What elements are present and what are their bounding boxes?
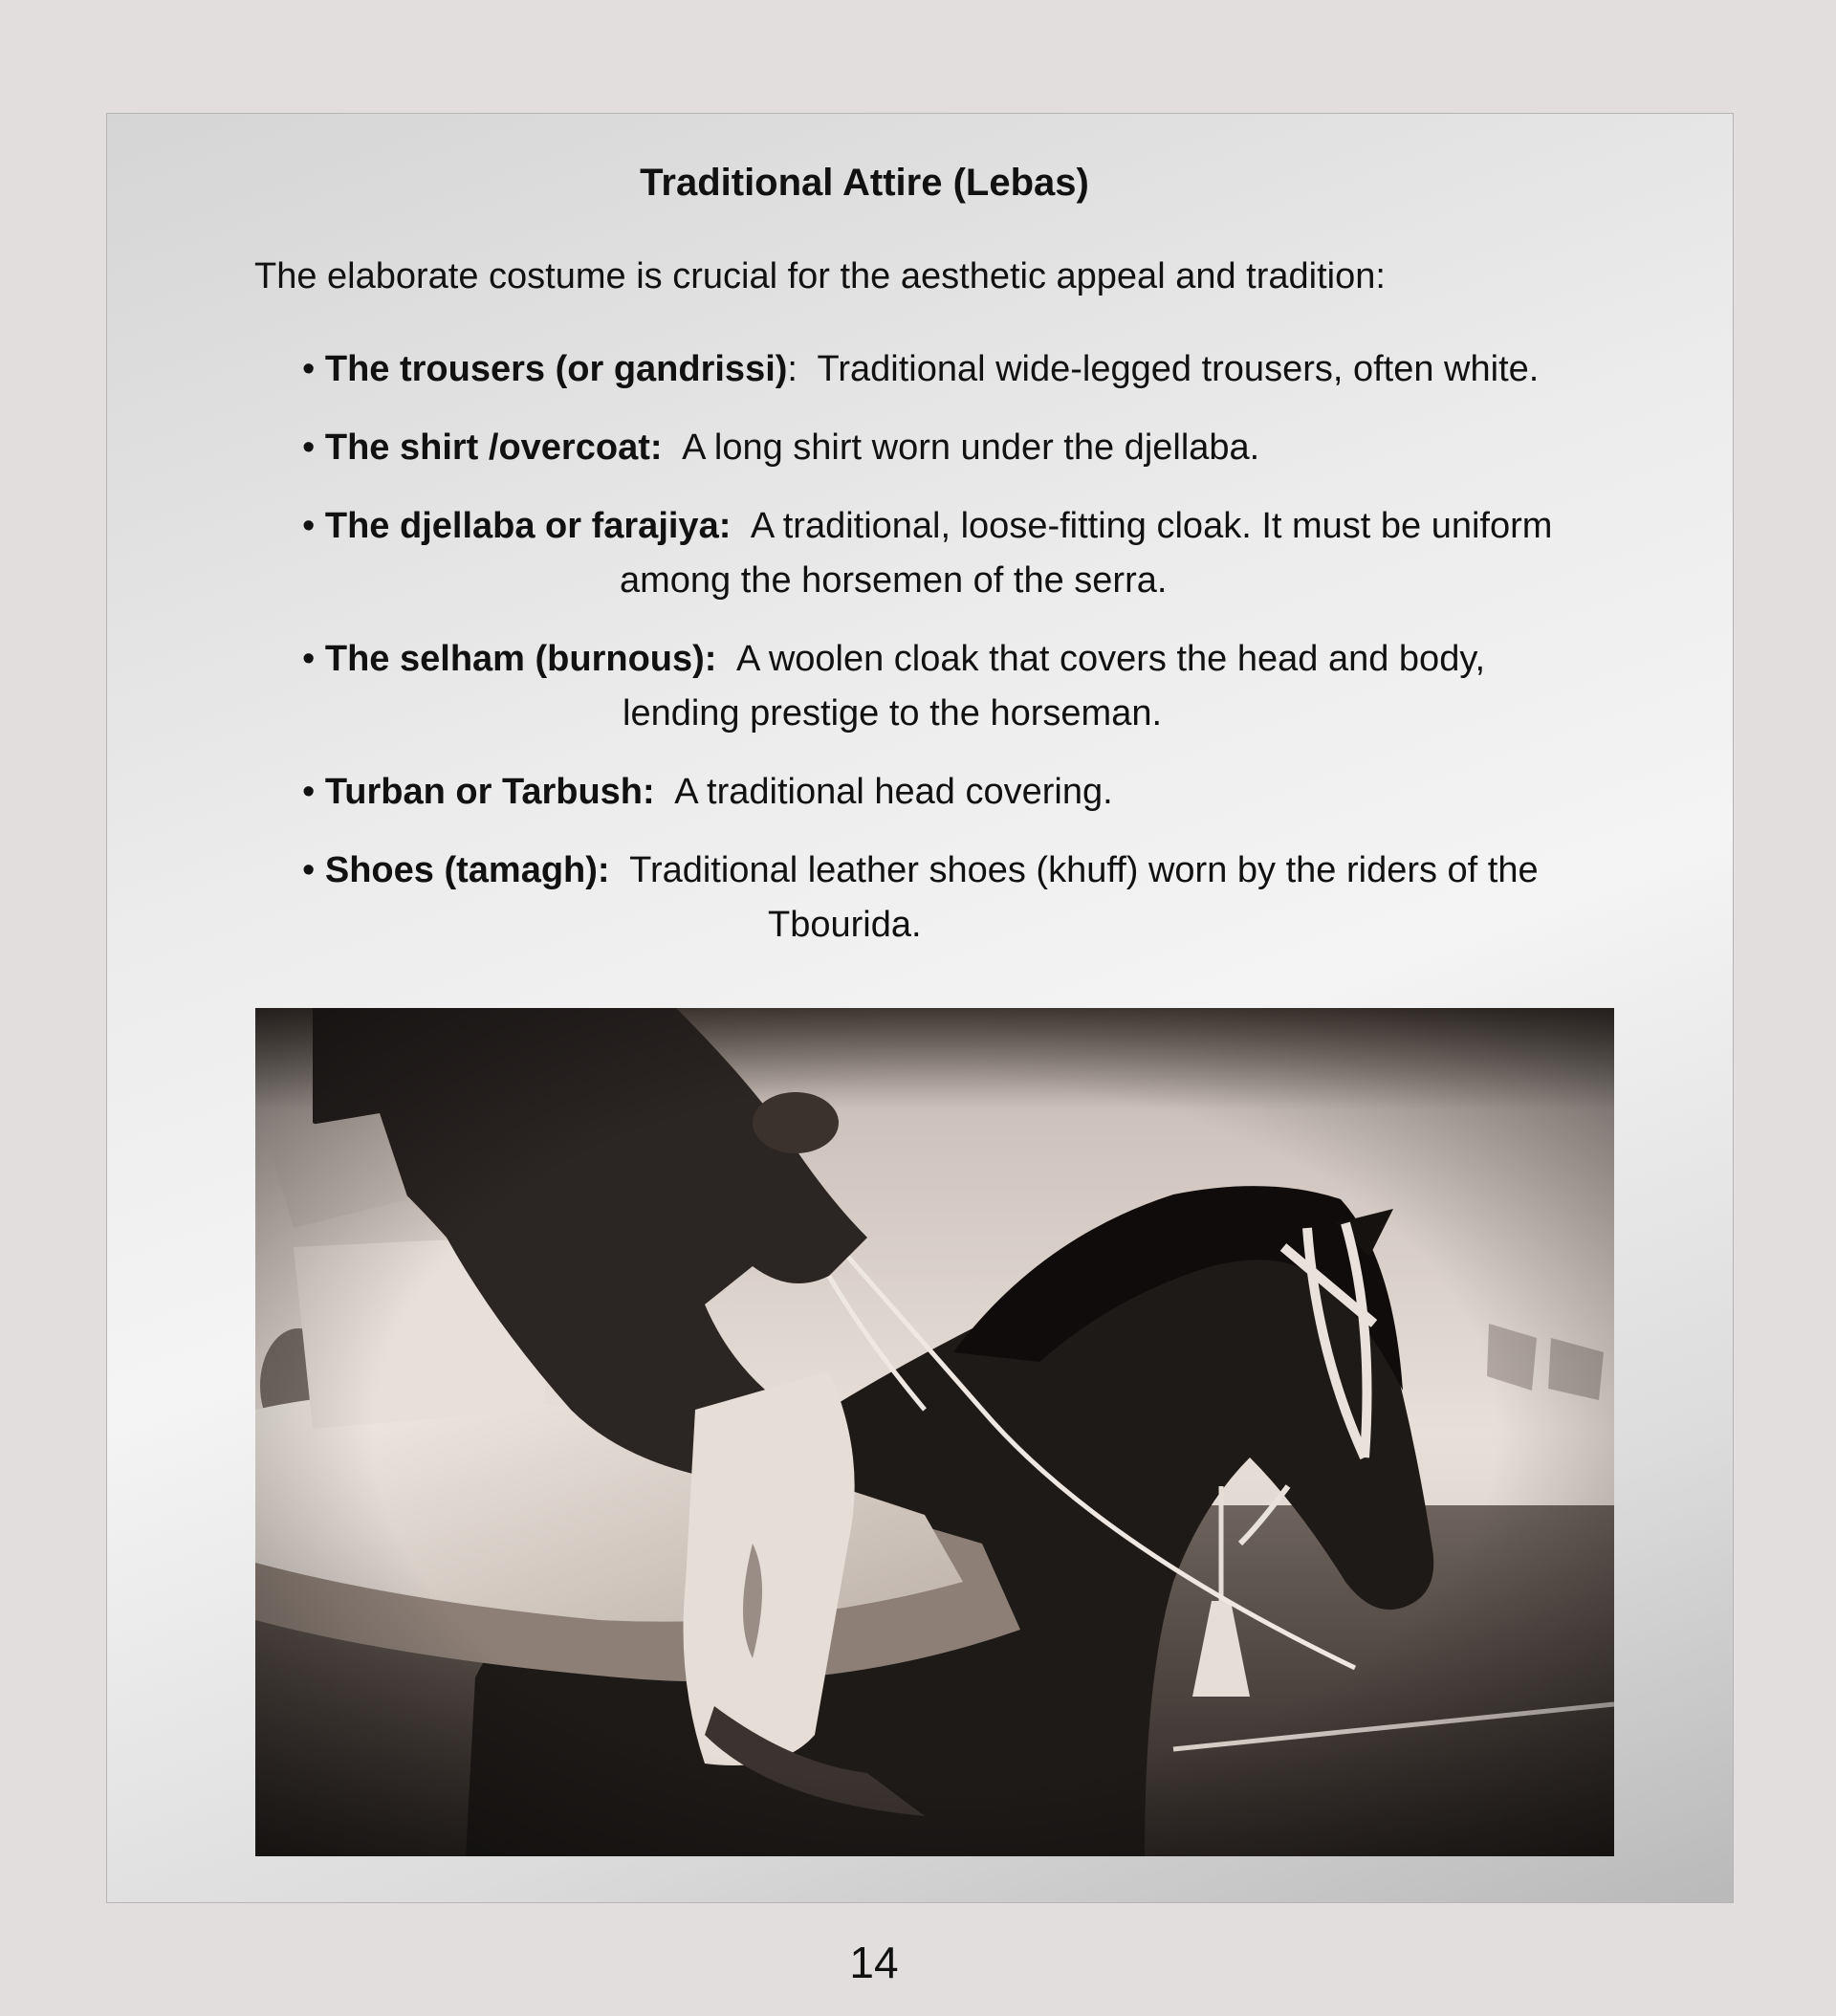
item-term: Turban or Tarbush: xyxy=(324,772,655,812)
item-term-separator: : xyxy=(787,349,798,389)
item-term: The selham (burnous): xyxy=(324,639,717,679)
item-term: The djellaba or farajiya: xyxy=(324,506,732,546)
bullet: • xyxy=(302,639,316,679)
list-item-shirt xyxy=(302,420,1259,475)
item-term: The trousers (or gandrissi) xyxy=(324,349,788,389)
bullet: • xyxy=(302,506,316,546)
vignette xyxy=(255,1008,1614,1856)
item-description: Traditional wide-legged trousers, often white. xyxy=(817,349,1540,389)
list-item-turban xyxy=(302,764,1113,820)
item-term: The shirt /overcoat: xyxy=(324,427,663,468)
photo-horseman xyxy=(255,1008,1614,1856)
bullet: • xyxy=(302,850,316,890)
page-title: Traditional Attire (Lebas) xyxy=(640,162,1089,204)
item-description: Traditional leather shoes (khuff) worn by the riders of the xyxy=(629,850,1539,890)
item-description-continued: among the horsemen of the serra. xyxy=(620,560,1168,601)
item-description: A traditional head covering. xyxy=(674,772,1113,812)
list-item-selham xyxy=(302,631,1485,687)
item-description: A traditional, loose-fitting cloak. It must be uniform xyxy=(750,506,1553,546)
list-item-trousers xyxy=(302,341,1539,397)
item-term: Shoes (tamagh): xyxy=(324,850,610,890)
item-description-continued: lending prestige to the horseman. xyxy=(623,693,1163,734)
item-description: A woolen cloak that covers the head and body, xyxy=(736,639,1486,679)
horseman-illustration xyxy=(255,1008,1614,1856)
bullet: • xyxy=(302,772,316,812)
bullet: • xyxy=(302,349,316,389)
intro-text: The elaborate costume is crucial for the aesthetic appeal and tradition: xyxy=(254,256,1386,296)
list-item-djellaba xyxy=(302,498,1552,554)
item-description: A long shirt worn under the djellaba. xyxy=(682,427,1260,468)
item-description-continued: Tbourida. xyxy=(768,905,922,945)
page-number: 14 xyxy=(849,1938,899,1987)
bullet: • xyxy=(302,427,316,468)
list-item-shoes xyxy=(302,843,1539,898)
